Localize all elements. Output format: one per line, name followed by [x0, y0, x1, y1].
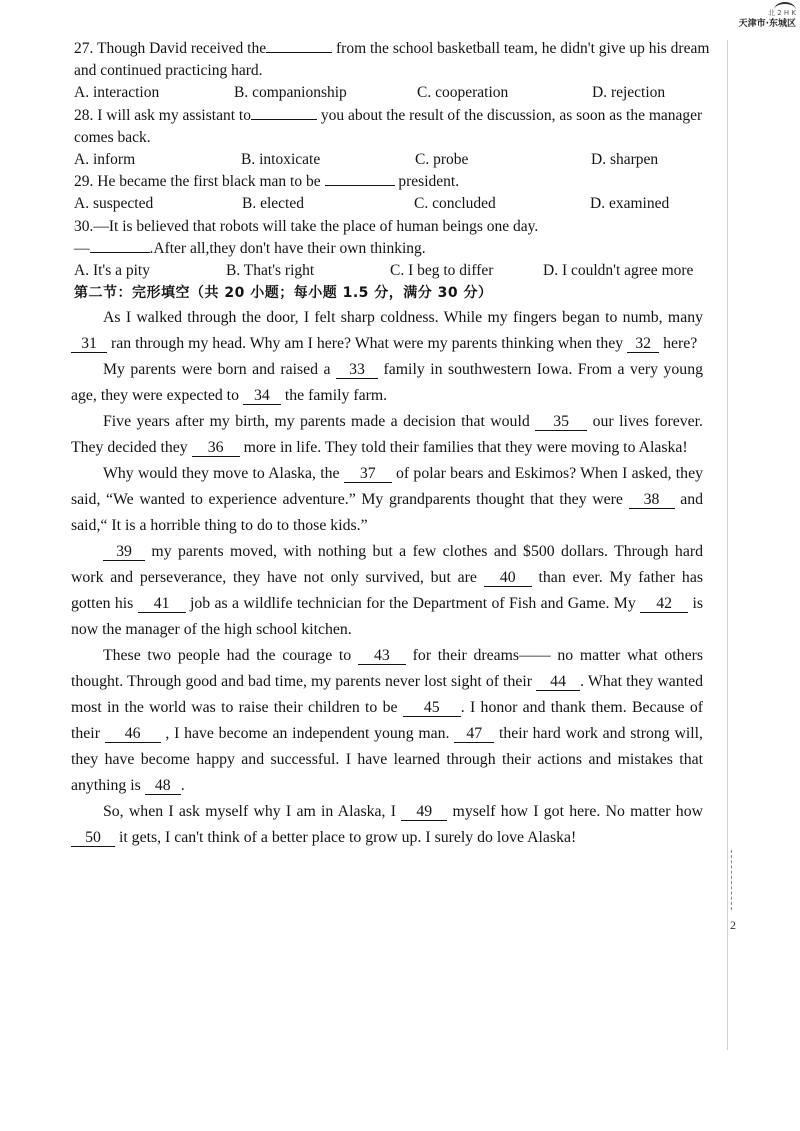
- cloze-blank: 41: [138, 595, 186, 613]
- question-28-stem: 28. I will ask my assistant to you about the result of the discussion, as soon as the manager comes back.: [74, 106, 703, 146]
- cloze-blank: 38: [629, 491, 675, 509]
- option-d: D. rejection: [592, 84, 666, 102]
- school-stamp: [730, 2, 796, 34]
- cloze-blank: 31: [71, 335, 107, 353]
- cloze-blank: 44: [536, 673, 580, 691]
- answer-blank: [251, 105, 317, 120]
- passage-paragraph: 39 my parents moved, with nothing but a few clothes and $500 dollars. Through hard work and perseverance, they have not only survived, but are 40 than ever. My father has gotten his 41 job as a wildlife technician for the Department of Fish and Game. My 42 is now the manager of the high school kitchen.: [71, 543, 703, 638]
- option-d: D. examined: [590, 195, 670, 213]
- passage-paragraph: So, when I ask myself why I am in Alaska, I 49 myself how I got here. No matter how 50 it gets, I can't think of a better place to grow up. I surely do love Alaska!: [71, 799, 703, 851]
- option-c: C. cooperation: [417, 84, 509, 102]
- option-c: C. I beg to differ: [390, 261, 494, 279]
- option-b: B. elected: [242, 195, 304, 213]
- question-27-stem: 27. Though David received the from the school basketball team, he didn't give up his dream and continued practicing hard.: [74, 40, 710, 80]
- question-30-options: [74, 260, 714, 282]
- option-c: C. concluded: [414, 195, 496, 213]
- option-d: D. I couldn't agree more: [543, 261, 694, 279]
- question-27-options: [74, 82, 714, 104]
- cloze-blank: 33: [336, 361, 378, 379]
- question-29-options: [74, 193, 714, 215]
- option-a: A. It's a pity: [74, 261, 150, 279]
- passage-paragraph: My parents were born and raised a 33 family in southwestern Iowa. From a very young age, they were expected to 34 the family farm.: [71, 361, 703, 404]
- page-edge-rule: [727, 40, 728, 1050]
- question-28-options: [74, 149, 714, 171]
- binding-marks: [731, 850, 736, 910]
- option-a: A. suspected: [74, 195, 154, 213]
- answer-blank: [325, 171, 395, 186]
- cloze-blank: 42: [640, 595, 688, 613]
- option-a: A. interaction: [74, 84, 160, 102]
- answer-blank: [266, 38, 332, 53]
- cloze-blank: 37: [344, 465, 392, 483]
- cloze-blank: 49: [401, 803, 447, 821]
- passage-paragraph: These two people had the courage to 43 for their dreams—— no matter what others thought. Through good and bad time, my parents never lost sight of their 44 . What they wanted most in the world was to raise their children to be 45 . I honor and thank them. Because of their 46 , I have become an independent young man. 47 their hard work and strong will, they have become happy and successful. I have learned through their actions and mistakes that anything is 48 .: [71, 647, 704, 794]
- stamp-org-text: 天津市·东城区: [738, 19, 796, 29]
- stamp-emblem-icon: [774, 2, 796, 18]
- cloze-blank: 35: [535, 413, 587, 431]
- multiple-choice-section: [74, 38, 714, 304]
- option-c: C. probe: [415, 151, 469, 168]
- cloze-blank: 45: [403, 699, 461, 717]
- cloze-blank: 47: [454, 725, 494, 743]
- question-30-stem: 30.—It is believed that robots will take the place of human beings one day.: [74, 217, 539, 235]
- answer-blank: [90, 238, 150, 253]
- option-b: B. companionship: [234, 84, 347, 102]
- cloze-passage: [71, 305, 703, 851]
- stamp-small-text: 北 2 H K: [768, 9, 796, 17]
- cloze-blank: 39: [103, 543, 145, 561]
- question-30-reply: — .After all,they don't have their own thinking.: [74, 239, 426, 257]
- cloze-blank: 32: [627, 335, 659, 353]
- cloze-blank: 50: [71, 829, 115, 847]
- passage-paragraph: Why would they move to Alaska, the 37 of polar bears and Eskimos? When I asked, they said, “We wanted to experience adventure.” My grandparents thought that they were 38 and said,“ It is a horrible thing to do to those kids.”: [71, 465, 704, 534]
- section-heading: 第二节：完形填空（共 20 小题；每小题 1.5 分，满分 30 分）: [74, 285, 493, 302]
- cloze-blank: 40: [484, 569, 532, 587]
- question-29-stem: 29. He became the first black man to be president.: [74, 173, 460, 191]
- option-b: B. intoxicate: [241, 151, 321, 168]
- cloze-blank: 46: [105, 725, 161, 743]
- cloze-blank: 43: [358, 647, 406, 665]
- passage-paragraph: As I walked through the door, I felt sharp coldness. While my fingers began to numb, many 31 ran through my head. Why am I here? What were my parents thinking when they 32 here?: [71, 305, 703, 357]
- cloze-blank: 34: [243, 387, 281, 405]
- option-a: A. inform: [74, 151, 136, 168]
- option-d: D. sharpen: [591, 151, 659, 168]
- option-b: B. That's right: [226, 261, 315, 279]
- cloze-blank: 48: [145, 777, 181, 795]
- page-number: 2: [730, 918, 736, 932]
- cloze-blank: 36: [192, 439, 240, 457]
- passage-paragraph: Five years after my birth, my parents made a decision that would 35 our lives forever. They decided they 36 more in life. They told their families that they were moving to Alaska!: [71, 413, 703, 456]
